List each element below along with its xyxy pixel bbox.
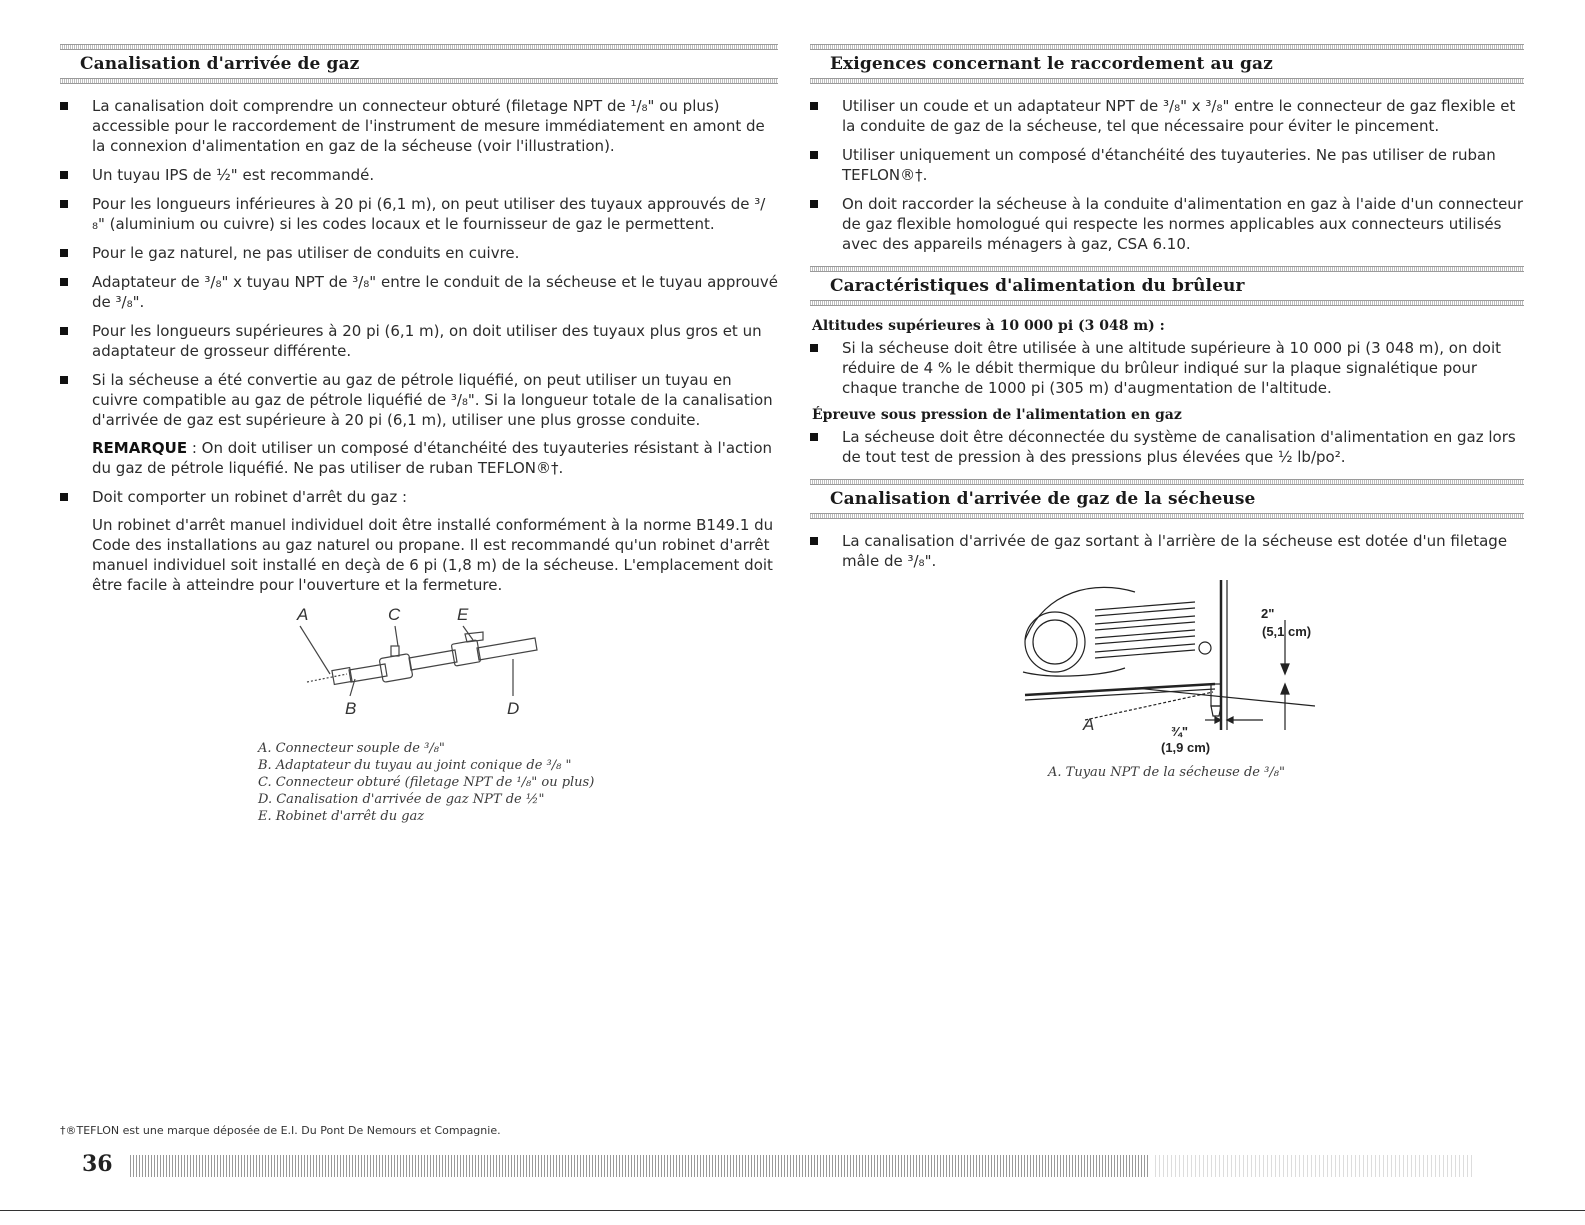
section-rule [810, 513, 1524, 519]
gas-line-figure [285, 604, 565, 734]
dimension-2-inch: 2" [1261, 606, 1275, 621]
caption-line: B. Adaptateur du tuyau au joint conique de ³/₈ " [258, 758, 572, 773]
list-item: Si la sécheuse a été convertie au gaz de pétrole liquéfié, on peut utiliser un tuyau en cuivre compatible au gaz de pétrole liquéfié de ³/₈". Si la longueur totale de la canalisation d'arrivée de gaz est supérieure à 20 pi (6,1 m), utiliser une plus grosse conduite. REMARQUE : On doit utiliser un composé d'étanchéité des tuyauteries résistant à l'action du gaz de pétrole liquéfié. Ne pas utiliser de ruban TEFLON®†. [60, 370, 778, 478]
bullet-icon [60, 376, 68, 384]
altitude-list [810, 338, 1524, 398]
dimension-2-inch-metric: (5,1 cm) [1262, 624, 1312, 639]
caption-line: E. Robinet d'arrêt du gaz [258, 809, 425, 824]
figure-captions [258, 740, 778, 825]
section-title: Caractéristiques d'alimentation du brûleur [830, 276, 1245, 296]
section-title: Exigences concernant le raccordement au gaz [830, 54, 1273, 74]
figure-letter-b: B [345, 699, 357, 718]
bullet-icon [60, 493, 68, 501]
section-rule [60, 78, 778, 84]
section-rule [60, 44, 778, 50]
section-rule [810, 266, 1524, 272]
caption-line: D. Canalisation d'arrivée de gaz NPT de ½" [258, 792, 545, 807]
subsection-title: Épreuve sous pression de l'alimentation en gaz [812, 407, 1182, 423]
gas-line-illustration [285, 604, 565, 734]
list-item: Adaptateur de ³/₈" x tuyau NPT de ³/₈" entre le conduit de la sécheuse et le tuyau approuvé de ³/₈". [60, 272, 778, 312]
figure-letter-c: C [388, 605, 401, 624]
figure-caption: A. Tuyau NPT de la sécheuse de ³/₈" [1048, 765, 1285, 780]
dimension-three-quarter-inch-metric: (1,9 cm) [1161, 740, 1211, 755]
section-rule [810, 479, 1524, 485]
list-item: La canalisation d'arrivée de gaz sortant à l'arrière de la sécheuse est dotée d'un filetage mâle de ³/₈". [810, 531, 1524, 571]
list-item: La canalisation doit comprendre un connecteur obturé (filetage NPT de ¹/₈" ou plus) accessible pour le raccordement de l'instrument de mesure immédiatement en amont de la connexion d'alimentation en gaz de la sécheuse (voir l'illustration). [60, 96, 778, 156]
footer-decoration-dots [1155, 1155, 1475, 1177]
list-item: Doit comporter un robinet d'arrêt du gaz : Un robinet d'arrêt manuel individuel doit être installé conformément à la norme B149.1 du Code des installations au gaz naturel ou propane. Il est recommandé qu'un robinet d'arrêt manuel individuel soit installé en deçà de 6 pi (1,8 m) de la sécheuse. L'emplacement doit être facile à atteindre pour l'ouverture et la fermeture. [60, 487, 778, 595]
bullet-icon [60, 327, 68, 335]
connection-requirements-list [810, 96, 1524, 254]
dryer-gas-line-list [810, 531, 1524, 571]
right-column [810, 44, 1524, 781]
list-item: La sécheuse doit être déconnectée du système de canalisation d'alimentation en gaz lors de tout test de pression à des pressions plus élevées que ½ lb/po². [810, 427, 1524, 467]
footer-decoration-bar [130, 1155, 1150, 1177]
bullet-icon [810, 102, 818, 110]
pressure-test-list [810, 427, 1524, 467]
subsection-title: Altitudes supérieures à 10 000 pi (3 048 m) : [812, 318, 1165, 334]
left-column [60, 44, 778, 825]
bullet-icon [810, 344, 818, 352]
bullet-icon [810, 151, 818, 159]
shutoff-valve-paragraph: Un robinet d'arrêt manuel individuel doit être installé conformément à la norme B149.1 du Code des installations au gaz naturel ou propane. Il est recommandé qu'un robinet d'arrêt manuel individuel soit installé en deçà de 6 pi (1,8 m) de la sécheuse. L'emplacement doit être facile à atteindre pour l'ouverture et la fermeture. [92, 516, 774, 594]
caption-line: A. Connecteur souple de ³/₈" [258, 741, 445, 756]
figure-letter-a: A [297, 605, 309, 624]
list-item: Utiliser uniquement un composé d'étanchéité des tuyauteries. Ne pas utiliser de ruban TEFLON®†. [810, 145, 1524, 185]
list-item: Un tuyau IPS de ½" est recommandé. [60, 165, 778, 185]
list-item: Pour les longueurs inférieures à 20 pi (6,1 m), on peut utiliser des tuyaux approuvés de ³/₈" (aluminium ou cuivre) si les codes locaux et le fournisseur de gaz le permettent. [60, 194, 778, 234]
bullet-icon [810, 200, 818, 208]
requirements-list [60, 96, 778, 595]
list-item: Utiliser un coude et un adaptateur NPT de ³/₈" x ³/₈" entre le connecteur de gaz flexible et la conduite de gaz de la sécheuse, tel que nécessaire pour éviter le pincement. [810, 96, 1524, 136]
page-bottom-rule [0, 1210, 1585, 1211]
figure-letter-d: D [507, 699, 520, 718]
remarque-note [92, 438, 778, 478]
bullet-icon [60, 249, 68, 257]
section-rule [810, 78, 1524, 84]
caption-line: C. Connecteur obturé (filetage NPT de ¹/₈" ou plus) [258, 775, 595, 790]
section-title: Canalisation d'arrivée de gaz [80, 54, 360, 74]
section-title: Canalisation d'arrivée de gaz de la sécheuse [830, 489, 1256, 509]
figure-letter-a: A [1083, 715, 1095, 734]
dryer-pipe-figure [1015, 580, 1335, 760]
bullet-icon [810, 537, 818, 545]
bullet-icon [60, 200, 68, 208]
page-footer [60, 1148, 1470, 1182]
list-item: Si la sécheuse doit être utilisée à une altitude supérieure à 10 000 pi (3 048 m), on doit réduire de 4 % le débit thermique du brûleur indiqué sur la plaque signalétique pour chaque tranche de 1000 pi (305 m) d'augmentation de l'altitude. [810, 338, 1524, 398]
list-item: On doit raccorder la sécheuse à la conduite d'alimentation en gaz à l'aide d'un connecteur de gaz flexible homologué qui respecte les normes applicables aux connecteurs utilisés avec des appareils ménagers à gaz, CSA 6.10. [810, 194, 1524, 254]
dimension-three-quarter-inch: ¾" [1171, 724, 1189, 739]
section-rule [810, 44, 1524, 50]
dryer-pipe-illustration [1015, 580, 1335, 760]
figure-letter-e: E [457, 605, 469, 624]
remarque-label: REMARQUE [92, 439, 188, 457]
list-item: Pour le gaz naturel, ne pas utiliser de conduits en cuivre. [60, 243, 778, 263]
page-number: 36 [82, 1151, 113, 1177]
bullet-icon [60, 278, 68, 286]
bullet-icon [60, 171, 68, 179]
teflon-footnote: †®TEFLON est une marque déposée de E.I. Du Pont De Nemours et Compagnie. [60, 1124, 501, 1137]
section-rule [810, 300, 1524, 306]
remarque-text: : On doit utiliser un composé d'étanchéité des tuyauteries résistant à l'action du gaz de pétrole liquéfié. Ne pas utiliser de ruban TEFLON®†. [92, 439, 772, 477]
bullet-icon [60, 102, 68, 110]
list-item: Pour les longueurs supérieures à 20 pi (6,1 m), on doit utiliser des tuyaux plus gros et un adaptateur de grosseur différente. [60, 321, 778, 361]
bullet-icon [810, 433, 818, 441]
